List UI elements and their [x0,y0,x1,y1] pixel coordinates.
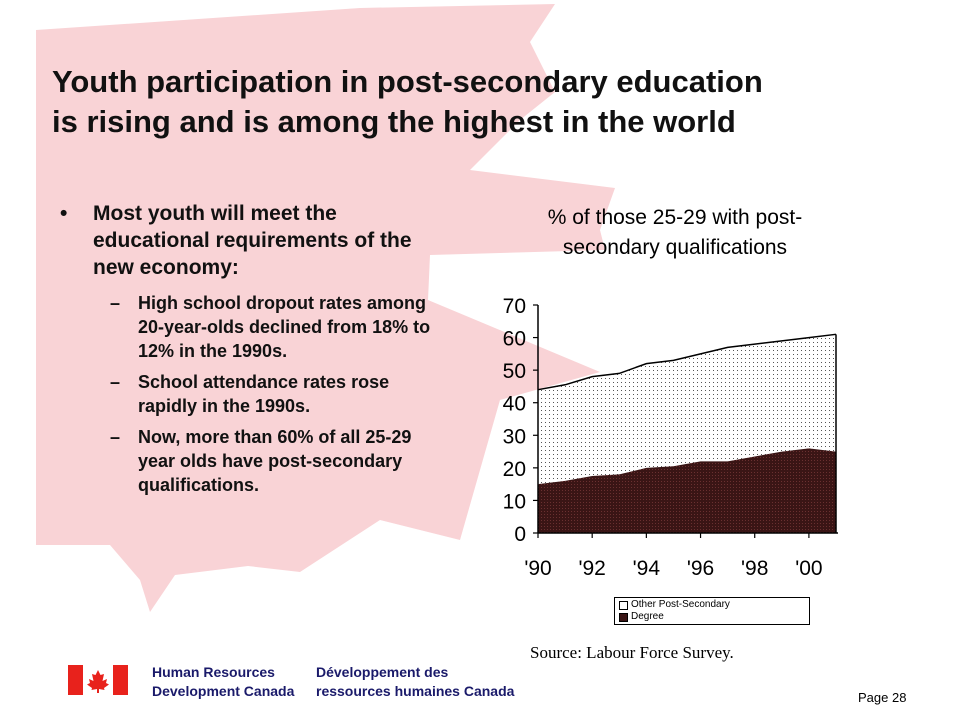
source-note: Source: Labour Force Survey. [530,643,734,662]
org-name-english [152,663,294,701]
x-tick-label: '00 [795,557,823,580]
bullet-list [60,200,450,504]
chart-legend [614,597,810,625]
y-tick-label: 20 [502,457,526,481]
org-fr-line-2: ressources humaines Canada [316,683,515,699]
area-chart [480,285,850,590]
y-tick-label: 30 [502,425,526,449]
main-bullet-text: Most youth will meet the educational requirements of the new economy: [93,202,412,279]
x-tick-label: '90 [524,557,552,580]
canada-flag-icon [68,665,128,695]
sub-bullet [60,425,450,497]
x-tick-label: '92 [578,557,606,580]
sub-bullet-text: High school dropout rates among 20-year-olds declined from 18% to 12% in the 1990s. [138,293,431,361]
org-en-line-1: Human Resources [152,664,275,680]
title-line-1: Youth participation in post-secondary education [52,64,763,99]
x-tick-label: '96 [686,557,715,580]
org-name-french [316,663,514,701]
legend-label-other: Other Post-Secondary [631,599,730,610]
legend-swatch-other [619,601,628,610]
org-fr-line-1: Développement des [316,664,449,680]
main-bullet [60,200,450,281]
y-tick-label: 60 [502,327,526,351]
title-line-2: is rising and is among the highest in the world [52,104,736,139]
sub-bullet-marker: – [110,427,121,447]
legend-item-other [615,599,809,611]
legend-label-degree: Degree [631,611,664,622]
page-number: Page 28 [858,690,907,705]
x-tick-label: '94 [632,557,661,580]
org-en-line-2: Development Canada [152,683,295,699]
y-tick-label: 50 [502,360,526,384]
chart-title-line-1: % of those 25-29 with post- [547,206,803,229]
legend-swatch-degree [619,613,628,622]
slide-title [52,62,932,142]
chart-title [520,203,830,263]
sub-bullet-marker: – [110,293,121,313]
y-tick-label: 0 [514,523,526,546]
sub-bullet [60,370,450,418]
chart-title-line-2: secondary qualifications [562,236,788,259]
legend-item-degree [615,611,809,623]
y-tick-label: 70 [502,295,526,318]
sub-bullet [60,291,450,363]
sub-bullet-text: Now, more than 60% of all 25-29 year olds have post-secondary qualifications. [138,427,412,495]
x-tick-label: '98 [741,557,769,580]
sub-bullet-marker: – [110,372,121,392]
bullet-marker: • [60,202,68,225]
sub-bullet-text: School attendance rates rose rapidly in the 1990s. [138,372,390,416]
y-tick-label: 40 [502,392,526,416]
sub-bullet-list [60,291,450,497]
y-tick-label: 10 [502,490,526,514]
